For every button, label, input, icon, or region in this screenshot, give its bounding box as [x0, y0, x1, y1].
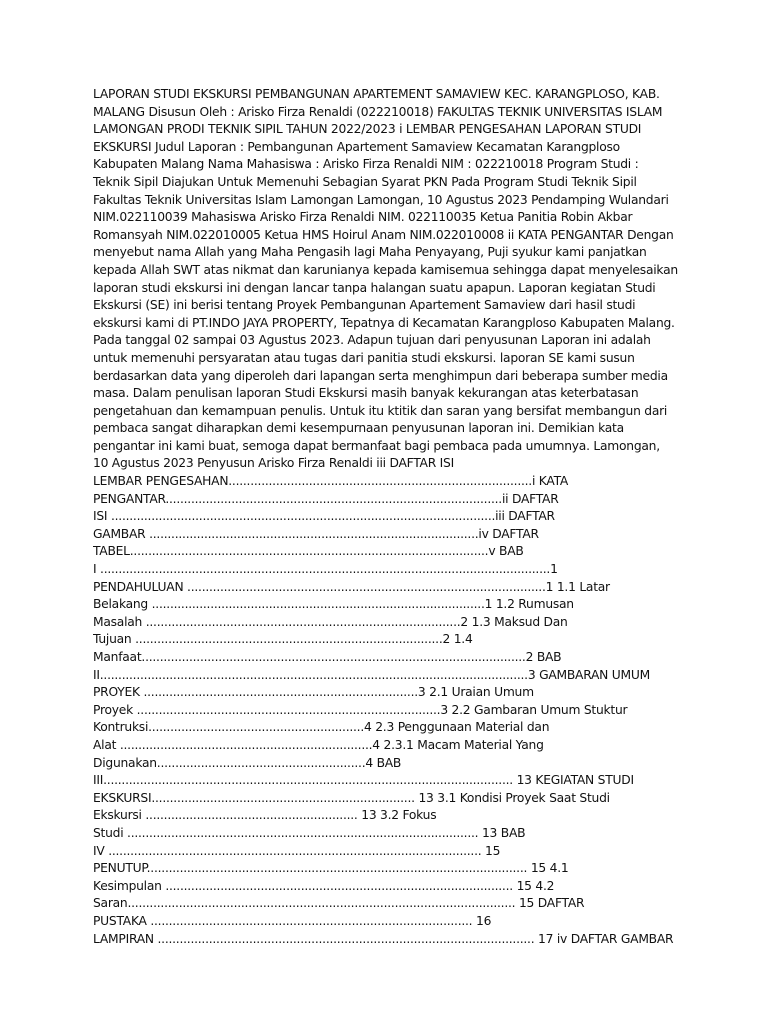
toc-line: Tujuan ....................................................................................2 1.4 — [93, 632, 473, 647]
toc-line: LEMBAR PENGESAHAN...................................................................................i KATA — [93, 474, 569, 489]
toc-line: ISI .........................................................................................................iii DAFTAR — [93, 509, 555, 524]
toc-line: Kesimpulan ............................................................................................... 15 4.2 — [93, 878, 555, 893]
toc-line: Manfaat.........................................................................................................2 BAB — [93, 650, 562, 664]
toc-line: PROYEK ...........................................................................3 2.1 Uraian Umum — [93, 685, 534, 700]
toc-line: PENGANTAR............................................................................................ii DAFTAR — [93, 491, 559, 506]
toc-line: III................................................................................................................ 13 KEGIATAN STUDI — [93, 773, 634, 788]
toc-line: Kontruksi...........................................................4 2.3 Penggunaan Material dan — [93, 720, 550, 735]
toc-line: PENUTUP........................................................................................................ 15 4.1 — [93, 861, 569, 876]
toc-line: Studi ................................................................................................ 13 BAB — [93, 825, 526, 840]
document-page — [93, 86, 678, 948]
toc-line: Ekskursi .......................................................... 13 3.2 Fokus — [93, 808, 437, 823]
toc-line: I ...........................................................................................................................1 — [93, 562, 558, 577]
toc-line: Digunakan.........................................................4 BAB — [93, 755, 402, 770]
toc-line: Saran.......................................................................................................... 15 DAFTAR — [93, 896, 585, 911]
toc-line: LAMPIRAN ....................................................................................................... 17 iv DAFTAR GAMBAR — [93, 931, 674, 946]
toc-line: Masalah ......................................................................................2 1.3 Maksud Dan — [93, 614, 568, 629]
toc-line: Alat .....................................................................4 2.3.1 Macam Material Yang — [93, 737, 544, 752]
document-body-paragraph: LAPORAN STUDI EKSKURSI PEMBANGUNAN APARTEMENT SAMAVIEW KEC. KARANGPLOSO, KAB. MALANG Disusun Oleh : Arisko Firza Renaldi (022210018) FAKULTAS TEKNIK UNIVERSITAS ISLAM LAMONGAN PRODI TEKNIK SIPIL TAHUN 2022/2023 i LEMBAR PENGESAHAN LAPORAN STUDI EKSKURSI Judul Laporan : Pembangunan Apartement Samaview Kecamatan Karangploso Kabupaten Malang Nama Mahasiswa : Arisko Firza Renaldi NIM : 022210018 Program Studi : Teknik Sipil Diajukan Untuk Memenuhi Sebagian Syarat PKN Pada Program Studi Teknik Sipil Fakultas Teknik Universitas Islam Lamongan Lamongan, 10 Agustus 2023 Pendamping Wulandari NIM.022110039 Mahasiswa Arisko Firza Renaldi NIM. 022110035 Ketua Panitia Robin Akbar Romansyah NIM.022010005 Ketua HMS Hoirul Anam NIM.022010008 ii KATA PENGANTAR Dengan menyebut nama Allah yang Maha Pengasih lagi Maha Penyayang, Puji syukur kami panjatkan kepada Allah SWT atas nikmat dan karunianya kepada kamisemua sehingga dapat menyelesaikan laporan studi ekskursi ini dengan lancar tanpa halangan suatu apapun. Laporan kegiatan Studi Ekskursi (SE) ini berisi tentang Proyek Pembangunan Apartement Samaview dari hasil studi ekskursi kami di PT.INDO JAYA PROPERTY, Tepatnya di Kecamatan Karangploso Kabupaten Malang. Pada tanggal 02 sampai 03 Agustus 2023. Adapun tujuan dari penyusunan Laporan ini adalah untuk memenuhi persyaratan atau tugas dari panitia studi ekskursi. laporan SE kami susun berdasarkan data yang diperoleh dari lapangan serta menghimpun dari beberapa sumber media masa. Dalam penulisan laporan Studi Ekskursi masih banyak kekurangan atas keterbatasan pengetahuan dan kemampuan penulis. Untuk itu ktitik dan saran yang bersifat membangun dari pembaca sangat diharapkan demi kesempurnaan penyusunan laporan ini. Demikian kata pengantar ini kami buat, semoga dapat bermanfaat bagi pembaca pada umumnya. Lamongan, 10 Agustus 2023 Penyusun Arisko Firza Renaldi iii DAFTAR ISI — [93, 87, 678, 471]
table-of-contents — [93, 473, 678, 948]
toc-line: GAMBAR ..........................................................................................iv DAFTAR — [93, 526, 539, 541]
toc-line: Belakang ...........................................................................................1 1.2 Rumusan — [93, 597, 574, 612]
toc-line: Proyek ...................................................................................3 2.2 Gambaran Umum Stuktur — [93, 702, 628, 717]
toc-line: TABEL..................................................................................................v BAB — [93, 544, 524, 559]
toc-line: PENDAHULUAN ..................................................................................................1 1.1 Latar — [93, 579, 610, 594]
toc-line: PUSTAKA ........................................................................................ 16 — [93, 913, 492, 928]
toc-line: II.....................................................................................................................3 GAMBARAN UMUM — [93, 667, 651, 682]
toc-line: EKSKURSI........................................................................ 13 3.1 Kondisi Proyek Saat Studi — [93, 790, 610, 805]
toc-line: IV ...................................................................................................... 15 — [93, 843, 501, 858]
